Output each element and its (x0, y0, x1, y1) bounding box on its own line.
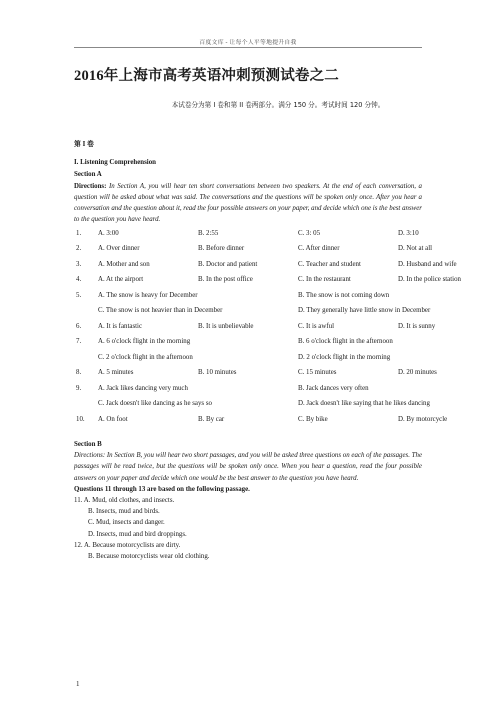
option-a: A. It is fantastic (98, 322, 143, 330)
question-number: 2. (76, 245, 82, 253)
question-number: 1. (76, 229, 82, 237)
section-a-heading: Section A (74, 171, 102, 179)
option-a: A. At the airport (98, 276, 144, 284)
question-row (76, 287, 496, 303)
question-row (76, 225, 496, 241)
q11-option-b: B. Insects, mud and birds. (88, 508, 160, 516)
section-a-directions (74, 181, 422, 226)
option-d: D. It is sunny (398, 322, 436, 330)
option-b: B. 2:55 (198, 229, 219, 237)
question-number: 10. (76, 415, 85, 423)
option-c: C. By bike (298, 415, 328, 423)
question-number: 7. (76, 338, 82, 346)
option-c: C. Teacher and student (298, 260, 361, 268)
option-b: B. 6 o'clock flight in the afternoon (298, 338, 393, 346)
section-heading-listening: I. Listening Comprehension (74, 159, 157, 167)
question-row (76, 380, 496, 396)
option-d: D. 2 o'clock flight in the morning (298, 353, 391, 361)
option-d: D. Jack doesn't like saying that he likes dancing (298, 400, 430, 408)
option-d: D. 20 minutes (398, 369, 437, 377)
option-c: C. 3: 05 (298, 229, 321, 237)
question-row (76, 349, 496, 365)
option-d: D. In the police station (398, 276, 461, 284)
q11-option-a: 11. A. Mud, old clothes, and insects. (74, 496, 175, 504)
option-a: A. 6 o'clock flight in the morning (98, 338, 191, 346)
option-a: A. Mother and son (98, 260, 150, 268)
question-number: 3. (76, 260, 82, 268)
option-a: A. The snow is heavy for December (98, 291, 198, 299)
section-b-heading: Section B (74, 440, 102, 448)
question-row (76, 303, 496, 319)
page-header: 百度文库 - 让每个人平等地提升自我 (199, 40, 297, 46)
option-b: B. In the post office (198, 276, 253, 284)
option-c: C. 2 o'clock flight in the afternoon (98, 353, 193, 361)
option-c: C. After dinner (298, 245, 340, 253)
option-c: C. The snow is not heavier than in December (98, 307, 223, 315)
q11-option-d: D. Insects, mud and bird droppings. (88, 530, 187, 538)
question-row (76, 318, 496, 334)
question-number: 8. (76, 369, 82, 377)
option-a: A. On foot (98, 415, 128, 423)
option-b: B. Doctor and patient (198, 260, 258, 268)
question-number: 9. (76, 384, 82, 392)
page-number: 1 (76, 680, 80, 688)
q12-option-a: 12. A. Because motorcyclists are dirty. (74, 541, 181, 549)
option-c: C. 15 minutes (298, 369, 337, 377)
option-a: A. 3:00 (98, 229, 119, 237)
header-rule (74, 47, 422, 48)
option-d: D. 3:10 (398, 229, 419, 237)
question-row (76, 241, 496, 257)
question-row (76, 411, 496, 427)
option-c: C. Jack doesn't like dancing as he says so (98, 400, 212, 408)
option-b: B. Jack dances very often (298, 384, 369, 392)
option-b: B. Before dinner (198, 245, 245, 253)
option-a: A. 5 minutes (98, 369, 134, 377)
section-b-directions: Directions: In Section B, you will hear two short passages, and you will be asked three questions on each of the passages. The passages will be read twice, but the questions will be spoken only once. When you hear a question, read the four possible answers on your paper and decide which one would be the best answer to the question you have heard. (74, 452, 422, 482)
question-row (76, 365, 496, 381)
question-number: 4. (76, 276, 82, 284)
document-body (74, 139, 461, 562)
option-c: C. In the restaurant (298, 276, 351, 284)
option-d: D. By motorcycle (398, 415, 448, 423)
q11-option-c: C. Mud, insects and danger. (88, 519, 165, 527)
option-b: B. By car (198, 415, 225, 423)
part-heading: 第 I 卷 (74, 141, 94, 148)
option-b: B. 10 minutes (198, 369, 237, 377)
section-a-questions (76, 225, 496, 427)
option-a: A. Jack likes dancing very much (98, 384, 188, 392)
option-d: D. They generally have little snow in December (298, 307, 431, 315)
directions-text: In Section A, you will hear ten short conversations between two speakers. At the end of each conversation, a question will be asked about what was said. The conversations and the questions will be spoken only once. After you hear a conversation and the question about it, read the four possible answers on your paper, and decide which one is the best answer to the question you have heard. (74, 182, 422, 224)
q12-option-b: B. Because motorcyclists wear old clothing. (88, 552, 210, 560)
page-title: 2016年上海市高考英语冲刺预测试卷之二 (74, 68, 339, 84)
option-d: D. Not at all (398, 245, 433, 253)
question-row (76, 256, 496, 272)
option-d: D. Husband and wife (398, 260, 457, 268)
question-number: 5. (76, 291, 82, 299)
option-a: A. Over dinner (98, 245, 140, 253)
question-number: 6. (76, 322, 82, 330)
question-row (76, 396, 496, 412)
passage-intro: Questions 11 through 13 are based on the following passage. (74, 485, 250, 493)
option-b: B. The snow is not coming down (298, 291, 390, 299)
question-row (76, 272, 496, 288)
directions-label: Directions: (74, 182, 107, 190)
option-b: B. It is unbelievable (198, 322, 254, 330)
question-row (76, 334, 496, 350)
option-c: C. It is awful (298, 322, 334, 330)
exam-subtitle: 本试卷分为第 I 卷和第 II 卷两部分。满分 150 分。考试时间 120 分钟。 (171, 101, 385, 109)
